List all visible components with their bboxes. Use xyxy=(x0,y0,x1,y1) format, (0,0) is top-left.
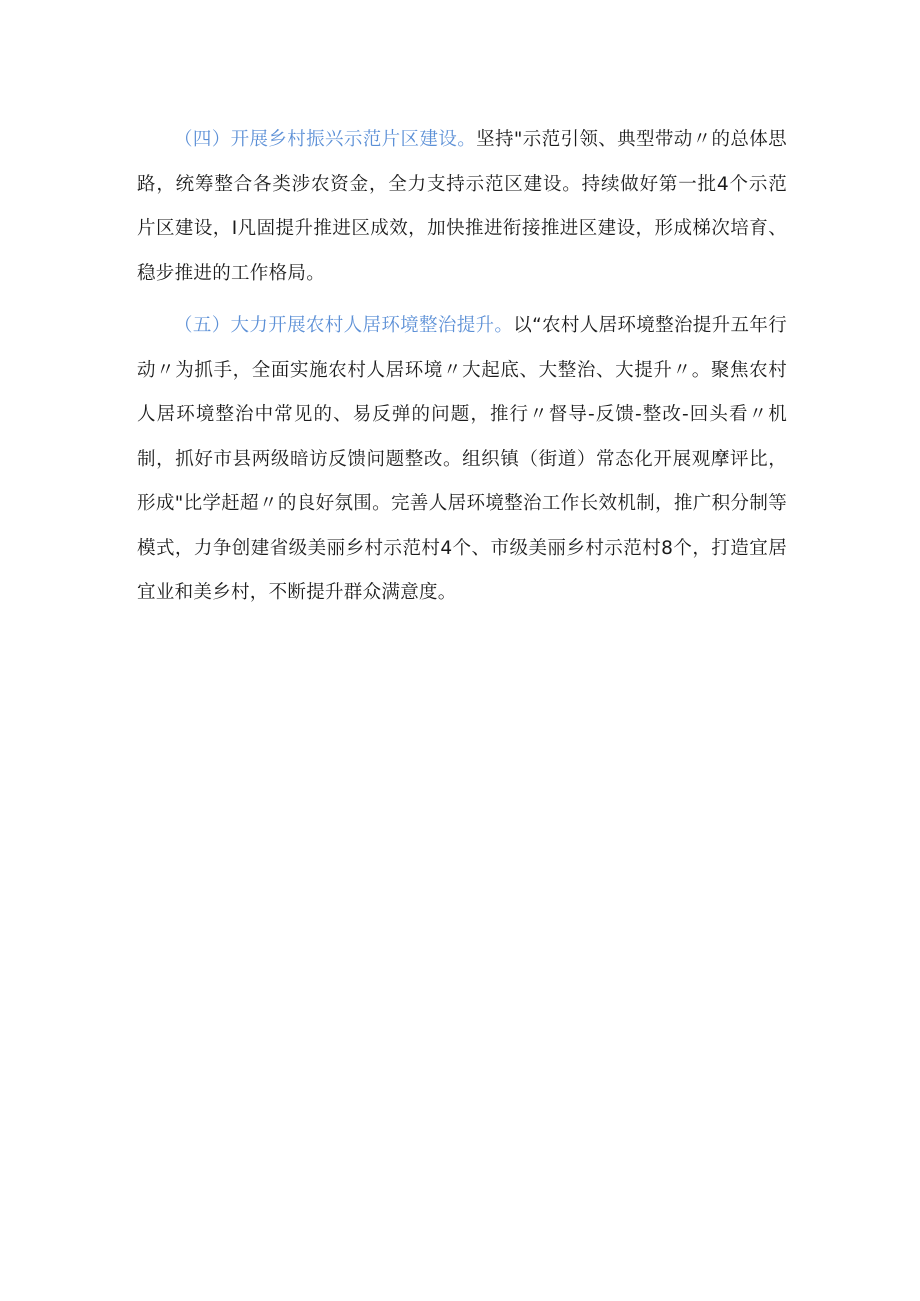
section-heading-4: （四）开展乡村振兴示范片区建设。 xyxy=(174,129,477,150)
section-heading-5: （五）大力开展农村人居环境整治提升。 xyxy=(174,315,514,336)
document-body xyxy=(137,118,787,624)
paragraph-4-text: 坚持"示范引领、典型带动〃的总体思路，统筹整合各类涉农资金，全力支持示范区建设。持续做好第一批4个示范片区建设，I凡固提升推进区成效，加快推进衔接推进区建设，形成梯次培育、稳步推进的工作格局。 xyxy=(137,129,787,284)
paragraph-5 xyxy=(137,304,787,616)
paragraph-5-text: 以“农村人居环境整治提升五年行动〃为抓手，全面实施农村人居环境〃大起底、大整治、大提升〃。聚焦农村人居环境整治中常见的、易反弹的问题，推行〃督导-反馈-整改-回头看〃机制，抓好市县两级暗访反馈问题整改。组织镇（街道）常态化开展观摩评比，形成"比学赶超〃的良好氛围。完善人居环境整治工作长效机制，推广积分制等模式，力争创建省级美丽乡村示范村4个、市级美丽乡村示范村8个，打造宜居宜业和美乡村，不断提升群众满意度。 xyxy=(137,315,787,603)
paragraph-4 xyxy=(137,118,787,296)
